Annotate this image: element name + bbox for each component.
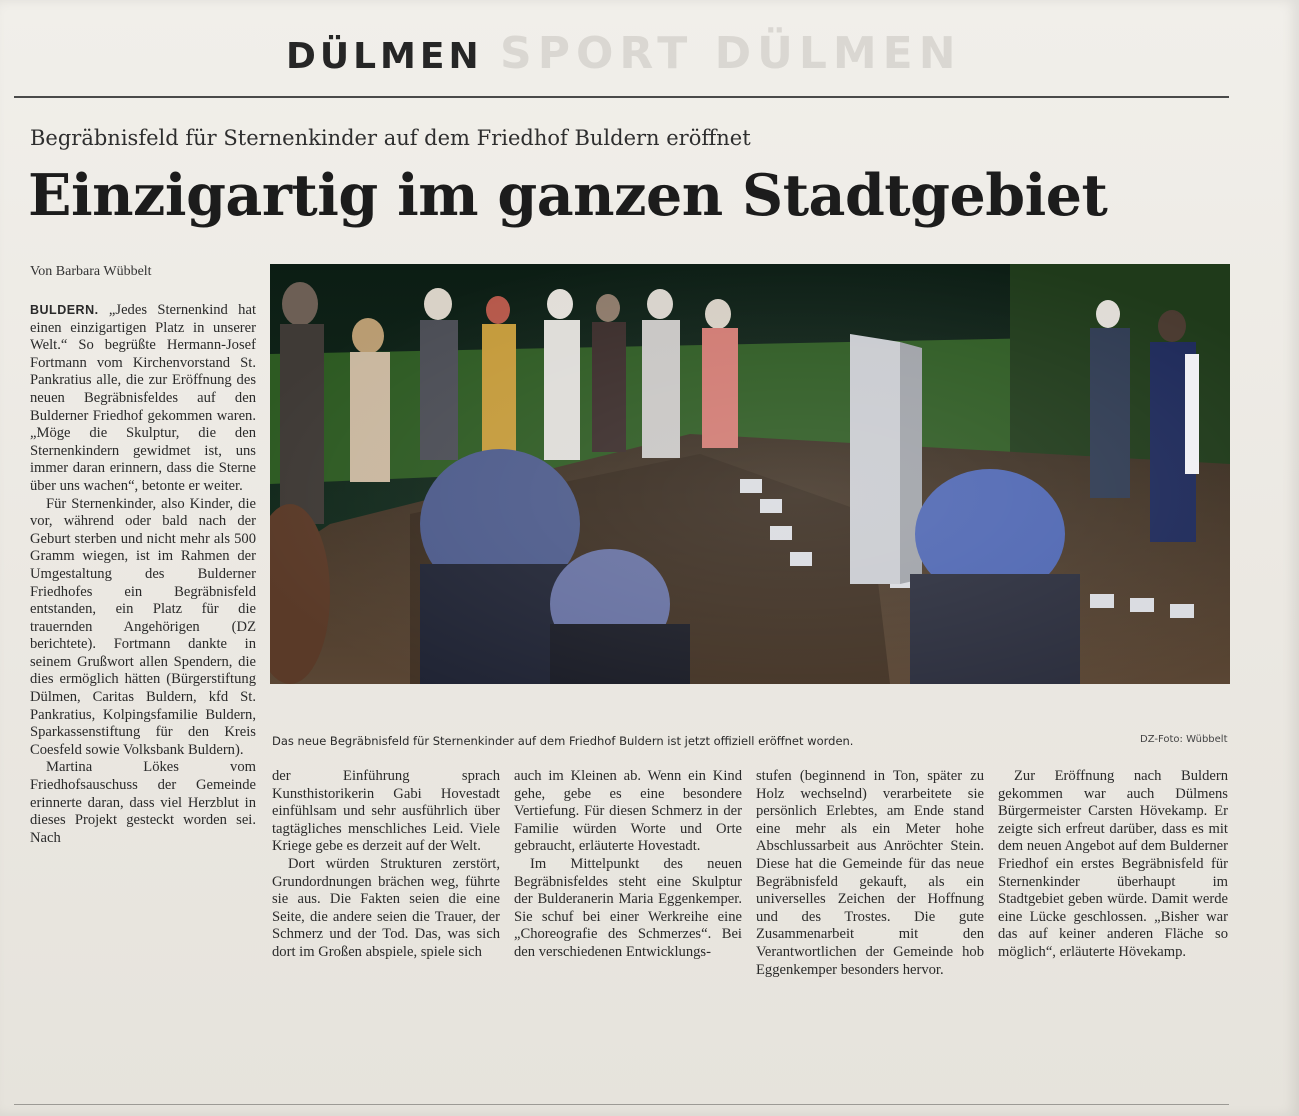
article-column-3 [514,768,742,1098]
byline: Von Barbara Wübbelt [30,264,152,279]
article-column-1 [30,302,256,1102]
headline: Einzigartig im ganzen Stadtgebiet [28,162,1108,229]
paragraph: auch im Kleinen ab. Wenn ein Kind gehe, gebe es eine besondere Vertiefung. Für diesen Schmerz in der Familie würden Worte und Orte gebraucht, erläuterte Hovestadt. [514,768,742,855]
article-column-2 [272,768,500,1098]
article-column-5 [998,768,1228,1098]
bottom-rule [14,1104,1229,1105]
section-rule [14,96,1229,98]
section-heading: DÜLMEN [286,36,483,77]
photo-credit: DZ-Foto: Wübbelt [1140,734,1228,745]
article-photo [270,264,1230,684]
paragraph: der Einführung sprach Kunsthistorikerin Gabi Hovestadt einfühlsam und sehr ausführlich über tagtägliches menschliches Leid. Viele Kriege gebe es derzeit auf der Welt. [272,768,500,855]
article-column-4 [756,768,984,1098]
kicker: Begräbnisfeld für Sternenkinder auf dem Friedhof Buldern eröffnet [30,126,751,150]
photo-caption: Das neue Begräbnisfeld für Sternenkinder auf dem Friedhof Buldern ist jetzt offiziell eröffnet worden. [272,734,854,748]
dateline: BULDERN. [30,303,99,317]
paragraph: Für Sternenkinder, also Kinder, die vor, während oder bald nach der Geburt sterben und nicht mehr als 500 Gramm wiegen, ist im Rahmen der Umgestaltung des Bulderner Friedhofes ein Begräbnisfeld entstanden, ein Platz für die trauernden Angehörigen (DZ berichtete). Fortmann dankte in seinem Grußwort allen Spendern, die dies ermöglich hätten (Bürgerstiftung Dülmen, Caritas Buldern, kfd St. Pankratius, Kolpingsfamilie Buldern, Sparkassenstiftung für den Kreis Coesfeld sowie Volksbank Buldern). [30,495,256,758]
paragraph: BULDERN. „Jedes Sternenkind hat einen einzigartigen Platz in unserer Welt.“ So begrüßte Hermann-Josef Fortmann vom Kirchenvorstand St. Pankratius alle, die zur Eröffnung des neuen Begräbnisfeldes auf den Bulderner Friedhof gekommen waren. „Möge die Skulptur, die den Sternenkindern gewidmet ist, uns immer daran erinnern, dass die Sterne über uns wachen“, betonte er weiter. [30,302,256,494]
bleed-through-text: SPORT DÜLMEN [500,28,962,79]
paragraph: Zur Eröffnung nach Buldern gekommen war auch Dülmens Bürgermeister Carsten Hövekamp. Er zeigte sich erfreut darüber, dass es mit dem neuen Angebot auf dem Bulderner Friedhof ein erstes Begräbnisfeld für Sternenkinder überhaupt im Stadtgebiet geben würde. Damit werde eine Lücke geschlossen. „Bisher war das auf keiner anderen Fläche so möglich“, erläuterte Hövekamp. [998,768,1228,960]
paragraph: Im Mittelpunkt des neuen Begräbnisfeldes steht eine Skulptur der Bulderanerin Maria Eggenkemper. Sie schuf bei einer Werkreihe eine „Choreografie des Schmerzes“. Bei den verschiedenen Entwicklungs- [514,855,742,960]
paragraph: Dort würden Strukturen zerstört, Grundordnungen brächen weg, führte sie aus. Die Fakten seien die eine Seite, die andere seien die Trauer, der Schmerz und der Tod. Das, was sich dort im Großen abspiele, spiele sich [272,855,500,960]
paragraph: Martina Lökes vom Friedhofsauschuss der Gemeinde erinnerte daran, dass viel Herzblut in dieses Projekt gesteckt worden sei. Nach [30,759,256,846]
photo-illustration [270,264,1230,684]
paragraph: stufen (beginnend in Ton, später zu Holz wechselnd) verarbeitete sie persönlich Erlebtes, am Ende stand eine mehr als ein Meter hohe Abschlussarbeit aus Anröchter Stein. Diese hat die Gemeinde für das neue Begräbnisfeld gekauft, als ein universelles Zeichen der Hoffnung und des Trostes. Die gute Zusammenarbeit mit den Verantwortlichen der Gemeinde hob Eggenkemper besonders hervor. [756,768,984,978]
